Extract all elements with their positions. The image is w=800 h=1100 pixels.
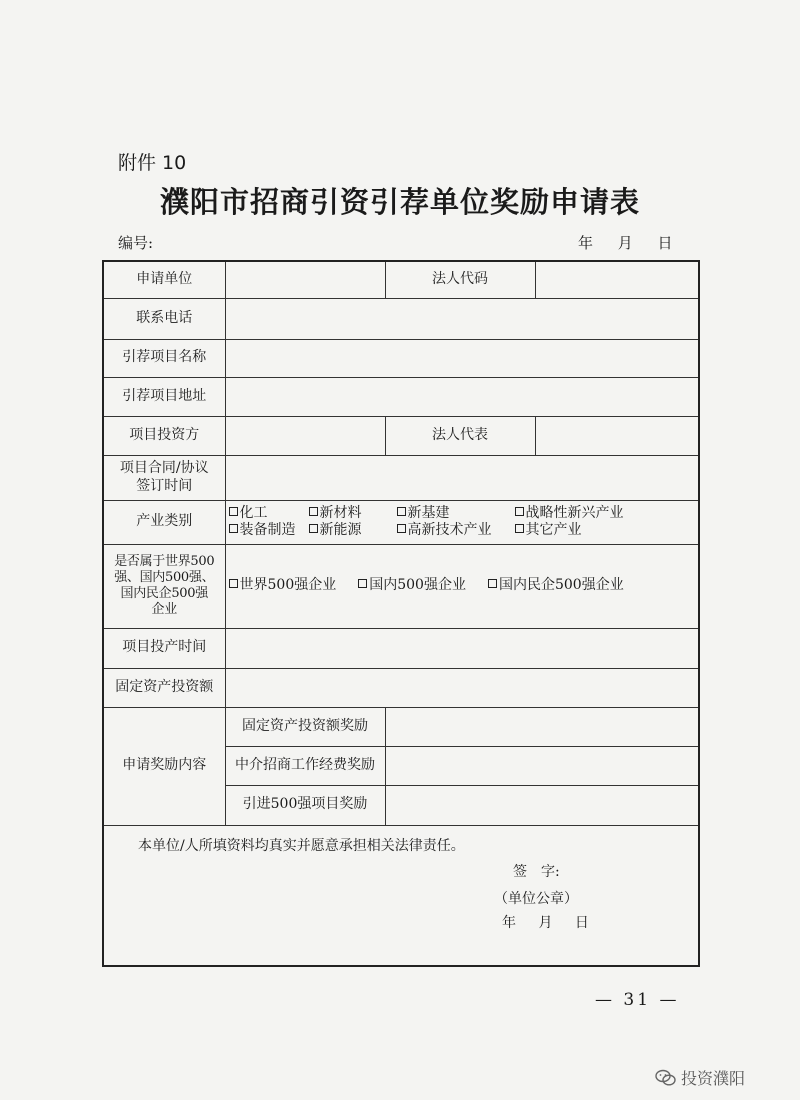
reward-fixed-assets-field[interactable] — [385, 707, 699, 746]
investor-field[interactable] — [225, 416, 385, 455]
label-phone: 联系电话 — [103, 298, 225, 339]
label-contract-time-line2: 签订时间 — [136, 477, 193, 494]
label-fortune-line4: 企业 — [151, 602, 177, 618]
industry-option-other[interactable]: 其它产业 — [515, 522, 582, 540]
reward-agency-field[interactable] — [385, 746, 699, 785]
checkbox-icon[interactable] — [488, 579, 497, 588]
project-address-field[interactable] — [225, 377, 699, 416]
reward-item-fortune-500: 引进500强项目奖励 — [225, 785, 385, 825]
label-industry: 产业类别 — [103, 500, 225, 544]
label-fortune-line3: 国内民企500强 — [120, 586, 208, 601]
checkbox-icon[interactable] — [397, 524, 406, 533]
phone-field[interactable] — [225, 298, 699, 339]
watermark — [655, 1066, 745, 1089]
form-title: 濮阳市招商引资引荐单位奖励申请表 — [159, 185, 640, 219]
checkbox-icon[interactable] — [229, 579, 238, 588]
checkbox-icon[interactable] — [229, 524, 238, 533]
production-time-field[interactable] — [225, 628, 699, 668]
checkbox-icon[interactable] — [309, 524, 318, 533]
declaration-text: 本单位/人所填资料均真实并愿意承担相关法律责任。 — [138, 837, 465, 854]
label-contract-time — [103, 455, 225, 500]
label-legal-code: 法人代码 — [385, 261, 535, 298]
application-form-table — [102, 260, 700, 967]
fortune-options — [225, 544, 699, 628]
fortune-options-row — [228, 577, 697, 595]
legal-rep-field[interactable] — [535, 416, 699, 455]
applicant-unit-field[interactable] — [225, 261, 385, 298]
label-fortune-line2: 强、国内500强、 — [114, 569, 215, 585]
checkbox-icon[interactable] — [229, 507, 238, 516]
reward-fortune-500-field[interactable] — [385, 785, 699, 825]
project-name-field[interactable] — [225, 339, 699, 377]
industry-option-high-tech[interactable]: 高新技术产业 — [397, 522, 515, 540]
industry-option-new-energy[interactable]: 新能源 — [309, 522, 397, 540]
label-reward-content: 申请奖励内容 — [103, 707, 225, 825]
industry-option-strategic-emerging[interactable]: 战略性新兴产业 — [515, 505, 624, 523]
industry-option-new-materials[interactable]: 新材料 — [309, 505, 397, 523]
reward-item-agency: 中介招商工作经费奖励 — [225, 746, 385, 785]
label-investor: 项目投资方 — [103, 416, 225, 455]
checkbox-icon[interactable] — [515, 524, 524, 533]
label-production-time: 项目投产时间 — [103, 628, 225, 668]
seal-label: （单位公章） — [494, 891, 578, 907]
wechat-icon — [655, 1069, 677, 1087]
label-fortune-500 — [103, 544, 225, 628]
fortune-option-world-500[interactable]: 世界500强企业 — [229, 577, 337, 595]
industry-options-row-1 — [228, 505, 697, 523]
label-applicant-unit: 申请单位 — [103, 261, 225, 298]
attachment-label: 附件 10 — [118, 152, 187, 174]
checkbox-icon[interactable] — [358, 579, 367, 588]
fixed-assets-field[interactable] — [225, 668, 699, 707]
checkbox-icon[interactable] — [397, 507, 406, 516]
checkbox-icon[interactable] — [515, 507, 524, 516]
label-project-name: 引荐项目名称 — [103, 339, 225, 377]
industry-option-equipment[interactable]: 装备制造 — [229, 522, 309, 540]
declaration-cell — [103, 825, 699, 966]
signature-label: 签 字: — [513, 864, 560, 880]
fortune-option-private-500[interactable]: 国内民企500强企业 — [488, 577, 624, 595]
label-contract-time-line1: 项目合同/协议 — [119, 460, 209, 476]
contract-time-field[interactable] — [225, 455, 699, 500]
industry-options — [225, 500, 699, 544]
page-number: — 31 — — [595, 990, 680, 1010]
label-fortune-line1: 是否属于世界500 — [114, 553, 215, 569]
industry-option-chemical[interactable]: 化工 — [229, 505, 309, 523]
fortune-option-domestic-500[interactable]: 国内500强企业 — [358, 577, 466, 595]
industry-options-row-2 — [228, 522, 697, 540]
serial-label: 编号: — [118, 234, 154, 252]
watermark-text: 投资濮阳 — [681, 1069, 746, 1088]
date-header: 年 月 日 — [578, 234, 673, 252]
label-project-address: 引荐项目地址 — [103, 377, 225, 416]
label-legal-rep: 法人代表 — [385, 416, 535, 455]
label-fixed-assets: 固定资产投资额 — [103, 668, 225, 707]
legal-code-field[interactable] — [535, 261, 699, 298]
industry-option-new-infrastructure[interactable]: 新基建 — [397, 505, 515, 523]
reward-item-fixed-assets: 固定资产投资额奖励 — [225, 707, 385, 746]
date-footer: 年 月 日 — [502, 915, 589, 931]
checkbox-icon[interactable] — [309, 507, 318, 516]
